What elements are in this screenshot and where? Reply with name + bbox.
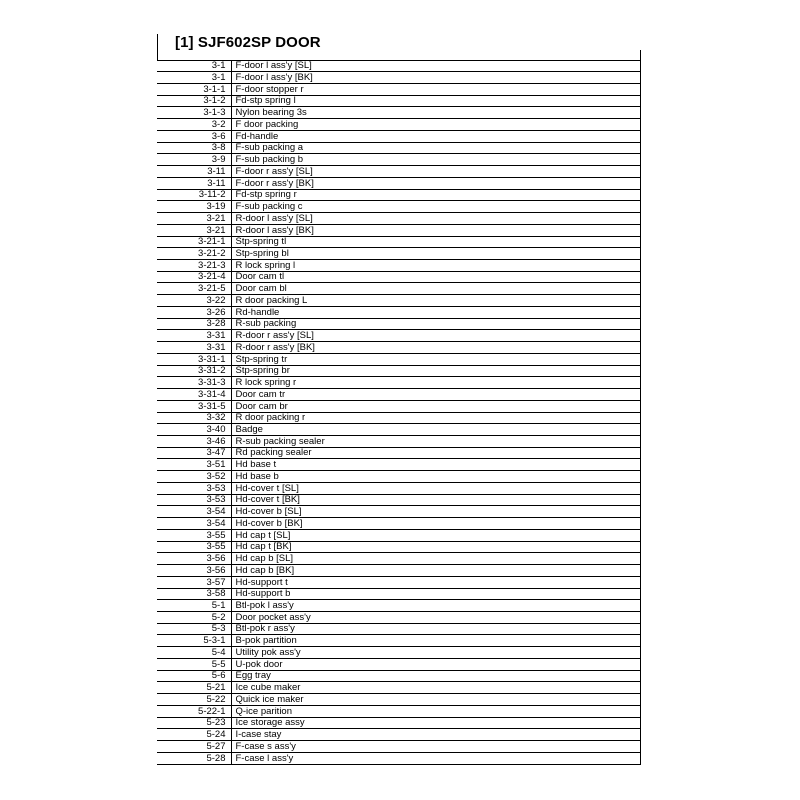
parts-table [157,60,641,765]
part-name: Hd-cover t [SL] [231,482,641,494]
part-name: Stp-spring tl [231,236,641,248]
part-name: Btl-pok r ass'y [231,623,641,635]
part-name: Door cam tl [231,271,641,283]
part-name: F-door stopper r [231,83,641,95]
table-row [157,119,641,131]
table-row [157,752,641,764]
table-row [157,377,641,389]
part-name: Q-ice parition [231,705,641,717]
table-row [157,236,641,248]
table-row [157,717,641,729]
part-name: U-pok door [231,658,641,670]
part-name: Hd cap t [BK] [231,541,641,553]
part-name: F-sub packing a [231,142,641,154]
part-name: Ice cube maker [231,682,641,694]
part-number: 3-21 [157,213,231,225]
table-row [157,318,641,330]
table-row [157,95,641,107]
table-row [157,271,641,283]
table-row [157,283,641,295]
part-number: 3-31-4 [157,389,231,401]
part-number: 3-21-1 [157,236,231,248]
part-number: 3-9 [157,154,231,166]
table-row [157,553,641,565]
part-number: 5-22 [157,694,231,706]
part-number: 3-31 [157,330,231,342]
table-row [157,400,641,412]
part-name: F-door r ass'y [BK] [231,177,641,189]
part-number: 3-1-1 [157,83,231,95]
part-name: Stp-spring bl [231,248,641,260]
part-name: F-door r ass'y [SL] [231,166,641,178]
part-name: R-door r ass'y [SL] [231,330,641,342]
table-row [157,295,641,307]
part-number: 3-52 [157,471,231,483]
part-number: 3-21-2 [157,248,231,260]
part-number: 3-2 [157,119,231,131]
table-row [157,436,641,448]
part-name: R-door l ass'y [SL] [231,213,641,225]
table-row [157,459,641,471]
part-name: Rd packing sealer [231,447,641,459]
part-name: Hd-support b [231,588,641,600]
table-row [157,482,641,494]
part-number: 3-21-5 [157,283,231,295]
part-number: 3-40 [157,424,231,436]
part-number: 3-56 [157,565,231,577]
part-name: R door packing L [231,295,641,307]
part-name: R door packing r [231,412,641,424]
table-row [157,647,641,659]
table-row [157,154,641,166]
table-row [157,306,641,318]
part-number: 3-58 [157,588,231,600]
part-number: 3-1 [157,60,231,72]
part-number: 3-53 [157,482,231,494]
part-name: Hd cap b [SL] [231,553,641,565]
part-number: 3-21 [157,224,231,236]
part-number: 5-23 [157,717,231,729]
table-row [157,342,641,354]
part-name: F-sub packing b [231,154,641,166]
part-number: 3-8 [157,142,231,154]
part-name: Hd cap b [BK] [231,565,641,577]
part-number: 5-22-1 [157,705,231,717]
table-row [157,588,641,600]
part-name: Stp-spring br [231,365,641,377]
part-name: F door packing [231,119,641,131]
part-number: 3-11 [157,166,231,178]
part-number: 3-46 [157,436,231,448]
table-row [157,389,641,401]
table-row [157,330,641,342]
part-number: 3-31-3 [157,377,231,389]
part-name: Fd-handle [231,130,641,142]
part-name: Ice storage assy [231,717,641,729]
part-number: 5-21 [157,682,231,694]
part-number: 5-27 [157,741,231,753]
part-name: Hd base t [231,459,641,471]
table-row [157,353,641,365]
part-number: 5-3-1 [157,635,231,647]
table-row [157,600,641,612]
part-name: Hd cap t [SL] [231,529,641,541]
part-number: 3-21-4 [157,271,231,283]
part-number: 3-1-2 [157,95,231,107]
table-row [157,623,641,635]
table-row [157,213,641,225]
part-name: Hd-support t [231,576,641,588]
part-name: Hd-cover t [BK] [231,494,641,506]
table-row [157,494,641,506]
part-number: 3-22 [157,295,231,307]
table-row [157,576,641,588]
part-name: I-case stay [231,729,641,741]
part-number: 3-19 [157,201,231,213]
table-row [157,565,641,577]
part-number: 5-2 [157,612,231,624]
part-number: 5-6 [157,670,231,682]
table-row [157,83,641,95]
table-row [157,670,641,682]
part-name: R-door l ass'y [BK] [231,224,641,236]
part-name: R lock spring r [231,377,641,389]
table-row [157,741,641,753]
part-number: 3-32 [157,412,231,424]
part-name: Door cam tr [231,389,641,401]
part-name: R-sub packing [231,318,641,330]
part-number: 3-28 [157,318,231,330]
part-name: F-door l ass'y [BK] [231,72,641,84]
table-row [157,107,641,119]
part-number: 3-11-2 [157,189,231,201]
table-row [157,259,641,271]
table-row [157,248,641,260]
left-rule [157,34,158,60]
part-name: B-pok partition [231,635,641,647]
part-name: R-door r ass'y [BK] [231,342,641,354]
part-number: 5-1 [157,600,231,612]
table-row [157,142,641,154]
table-row [157,471,641,483]
part-name: F-sub packing c [231,201,641,213]
table-row [157,506,641,518]
table-row [157,518,641,530]
table-row [157,60,641,72]
part-number: 3-53 [157,494,231,506]
part-number: 3-31-1 [157,353,231,365]
part-name: Hd base b [231,471,641,483]
table-row [157,447,641,459]
part-name: F-case s ass'y [231,741,641,753]
table-row [157,694,641,706]
part-number: 3-31 [157,342,231,354]
part-name: F-case l ass'y [231,752,641,764]
part-number: 3-56 [157,553,231,565]
table-row [157,365,641,377]
table-row [157,612,641,624]
page-title: [1] SJF602SP DOOR [175,34,321,51]
part-number: 5-5 [157,658,231,670]
table-row [157,729,641,741]
part-name: R lock spring l [231,259,641,271]
table-row [157,529,641,541]
table-row [157,72,641,84]
table-row [157,224,641,236]
part-number: 5-24 [157,729,231,741]
part-number: 3-47 [157,447,231,459]
part-number: 3-55 [157,541,231,553]
part-name: Door cam bl [231,283,641,295]
part-number: 3-31-2 [157,365,231,377]
part-number: 3-1 [157,72,231,84]
table-row [157,424,641,436]
part-number: 3-21-3 [157,259,231,271]
part-number: 3-54 [157,506,231,518]
part-number: 3-11 [157,177,231,189]
part-number: 3-54 [157,518,231,530]
part-number: 3-26 [157,306,231,318]
part-name: F-door l ass'y [SL] [231,60,641,72]
part-number: 3-51 [157,459,231,471]
part-name: Fd-stp spring l [231,95,641,107]
part-name: Door cam br [231,400,641,412]
part-name: R-sub packing sealer [231,436,641,448]
part-number: 3-57 [157,576,231,588]
table-row [157,130,641,142]
part-name: Btl-pok l ass'y [231,600,641,612]
part-name: Nylon bearing 3s [231,107,641,119]
part-name: Fd-stp spring r [231,189,641,201]
part-name: Rd-handle [231,306,641,318]
part-number: 3-1-3 [157,107,231,119]
part-name: Badge [231,424,641,436]
table-row [157,705,641,717]
table-row [157,635,641,647]
part-number: 3-55 [157,529,231,541]
part-name: Stp-spring tr [231,353,641,365]
table-row [157,166,641,178]
part-name: Egg tray [231,670,641,682]
part-number: 3-6 [157,130,231,142]
table-row [157,189,641,201]
table-row [157,177,641,189]
part-number: 3-31-5 [157,400,231,412]
part-number: 5-4 [157,647,231,659]
part-name: Quick ice maker [231,694,641,706]
part-name: Utility pok ass'y [231,647,641,659]
table-row [157,682,641,694]
part-number: 5-3 [157,623,231,635]
part-name: Door pocket ass'y [231,612,641,624]
parts-table-body [157,60,641,764]
part-name: Hd-cover b [SL] [231,506,641,518]
part-name: Hd-cover b [BK] [231,518,641,530]
table-row [157,412,641,424]
table-row [157,201,641,213]
table-row [157,541,641,553]
table-row [157,658,641,670]
part-number: 5-28 [157,752,231,764]
